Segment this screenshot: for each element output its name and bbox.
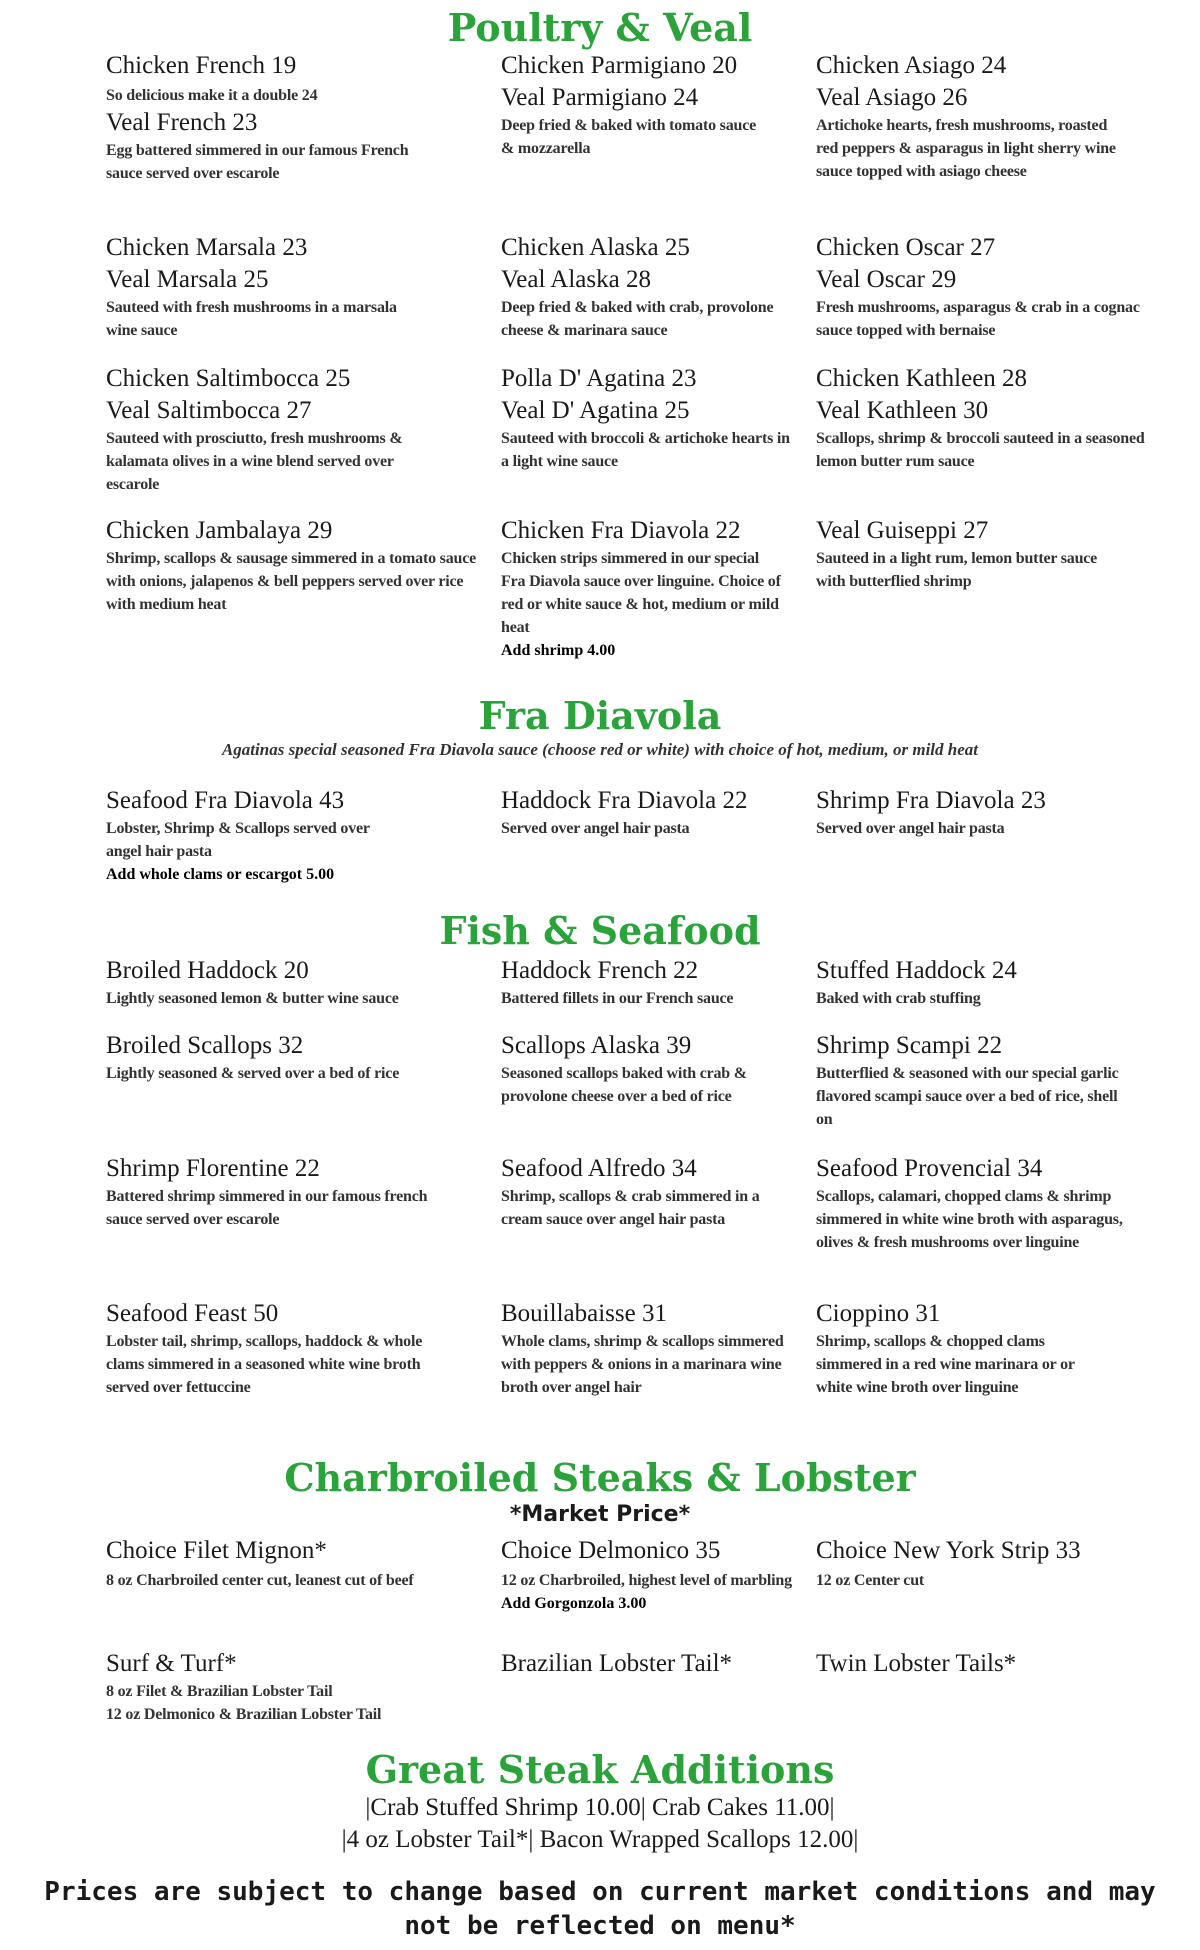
item-desc: Deep fried & baked with crab, provolone cheese & marinara sauce bbox=[501, 299, 774, 339]
menu-item bbox=[501, 1298, 801, 1399]
item-name: Chicken Alaska 25 bbox=[501, 234, 690, 261]
menu-item bbox=[106, 955, 476, 1010]
item-name: Chicken Asiago 24 bbox=[816, 52, 1007, 79]
item-name: Chicken Parmigiano 20 bbox=[501, 52, 738, 79]
item-name: Veal Parmigiano 24 bbox=[501, 84, 699, 111]
menu-item bbox=[501, 1030, 801, 1108]
menu-item bbox=[106, 363, 476, 496]
market-price-note: *Market Price* bbox=[509, 1502, 691, 1527]
item-name: Veal Marsala 25 bbox=[106, 266, 269, 293]
item-desc-wrap bbox=[501, 1569, 801, 1615]
item-desc: 12 oz Delmonico & Brazilian Lobster Tail bbox=[106, 1706, 382, 1723]
item-desc: Butterflied & seasoned with our special garlic flavored scampi sauce over a bed of rice, shell on bbox=[816, 1065, 1119, 1128]
menu-item bbox=[816, 1153, 1146, 1254]
menu-item bbox=[501, 232, 801, 342]
menu-item bbox=[816, 232, 1146, 342]
item-name: Veal D' Agatina 25 bbox=[501, 397, 690, 424]
item-desc: Whole clams, shrimp & scallops simmered with peppers & onions in a marinara wine broth over angel hair bbox=[501, 1333, 784, 1396]
item-desc: Baked with crab stuffing bbox=[816, 990, 981, 1007]
menu-item bbox=[816, 1298, 1146, 1399]
additions-line: |Crab Stuffed Shrimp 10.00| Crab Cakes 11.00| bbox=[365, 1794, 835, 1821]
item-name: Veal Saltimbocca 27 bbox=[106, 397, 312, 424]
item-name: Veal Asiago 26 bbox=[816, 84, 968, 111]
item-name: Haddock French 22 bbox=[501, 957, 699, 984]
additions-line: |4 oz Lobster Tail*| Bacon Wrapped Scallops 12.00| bbox=[341, 1826, 859, 1853]
section-title-steaks-lobster: Charbroiled Steaks & Lobster bbox=[284, 1455, 916, 1500]
menu-item bbox=[106, 785, 476, 886]
section-subtitle: Agatinas special seasoned Fra Diavola sauce (choose red or white) with choice of hot, medium, or mild heat bbox=[221, 740, 979, 759]
item-desc: Lobster, Shrimp & Scallops served over angel hair pasta bbox=[106, 820, 370, 860]
item-desc: Sauteed in a light rum, lemon butter sauce with butterflied shrimp bbox=[816, 550, 1098, 590]
item-extra: Add Gorgonzola 3.00 bbox=[501, 1595, 647, 1612]
menu-item bbox=[501, 515, 801, 662]
menu-item bbox=[106, 1535, 476, 1592]
item-desc: 12 oz Charbroiled, highest level of marbling bbox=[501, 1572, 792, 1589]
item-name: Choice Delmonico 35 bbox=[501, 1537, 721, 1564]
item-name: Seafood Alfredo 34 bbox=[501, 1155, 697, 1182]
item-desc: Lightly seasoned lemon & butter wine sauce bbox=[106, 990, 399, 1007]
item-name: Veal Alaska 28 bbox=[501, 266, 651, 293]
item-desc: Deep fried & baked with tomato sauce & mozzarella bbox=[501, 117, 756, 157]
item-desc: Served over angel hair pasta bbox=[501, 820, 690, 837]
menu-item bbox=[816, 955, 1146, 1010]
item-name: Surf & Turf* bbox=[106, 1650, 237, 1677]
item-name: Chicken Jambalaya 29 bbox=[106, 517, 333, 544]
item-name: Seafood Fra Diavola 43 bbox=[106, 787, 345, 814]
item-name: Shrimp Fra Diavola 23 bbox=[816, 787, 1046, 814]
item-desc: Artichoke hearts, fresh mushrooms, roasted red peppers & asparagus in light sherry wine sauce topped with asiago cheese bbox=[816, 117, 1116, 180]
menu-item bbox=[501, 1648, 801, 1680]
menu-item bbox=[106, 1153, 476, 1231]
item-desc: Lightly seasoned & served over a bed of rice bbox=[106, 1065, 400, 1082]
item-name: Brazilian Lobster Tail* bbox=[501, 1650, 733, 1677]
menu-item bbox=[816, 1535, 1146, 1592]
item-desc: Scallops, calamari, chopped clams & shrimp simmered in white wine broth with asparagus, olives & fresh mushrooms over linguine bbox=[816, 1188, 1123, 1251]
item-desc: Sauteed with fresh mushrooms in a marsala wine sauce bbox=[106, 299, 397, 339]
section-title-steak-additions: Great Steak Additions bbox=[365, 1747, 835, 1792]
section-title-fra-diavola: Fra Diavola bbox=[478, 693, 722, 738]
item-name: Cioppino 31 bbox=[816, 1300, 941, 1327]
item-name: Polla D' Agatina 23 bbox=[501, 365, 697, 392]
menu-item bbox=[816, 785, 1146, 840]
item-desc: Egg battered simmered in our famous French sauce served over escarole bbox=[106, 142, 409, 182]
item-name: Choice New York Strip 33 bbox=[816, 1537, 1081, 1564]
menu-item bbox=[106, 1030, 476, 1085]
menu-item bbox=[106, 515, 476, 616]
item-desc: So delicious make it a double 24 bbox=[106, 87, 318, 104]
item-name: Broiled Haddock 20 bbox=[106, 957, 309, 984]
menu-item bbox=[501, 1153, 801, 1231]
item-desc: Sauteed with broccoli & artichoke hearts in a light wine sauce bbox=[501, 430, 790, 470]
item-desc: 12 oz Center cut bbox=[816, 1572, 925, 1589]
item-name: Chicken Oscar 27 bbox=[816, 234, 996, 261]
item-desc: Served over angel hair pasta bbox=[816, 820, 1005, 837]
menu-item bbox=[106, 1298, 476, 1399]
item-name: Seafood Feast 50 bbox=[106, 1300, 279, 1327]
item-desc: Sauteed with prosciutto, fresh mushrooms & kalamata olives in a wine blend served over escarole bbox=[106, 430, 403, 493]
item-name: Chicken Kathleen 28 bbox=[816, 365, 1028, 392]
menu-item bbox=[816, 1030, 1146, 1131]
item-name: Seafood Provencial 34 bbox=[816, 1155, 1043, 1182]
item-desc: Lobster tail, shrimp, scallops, haddock & whole clams simmered in a seasoned white wine broth served over fettuccine bbox=[106, 1333, 423, 1396]
menu-item bbox=[501, 50, 801, 160]
menu-item bbox=[816, 1648, 1146, 1680]
item-desc: Shrimp, scallops & sausage simmered in a tomato sauce with onions, jalapenos & bell peppers served over rice with medium heat bbox=[106, 550, 476, 613]
item-name: Bouillabaisse 31 bbox=[501, 1300, 667, 1327]
item-name: Shrimp Scampi 22 bbox=[816, 1032, 1003, 1059]
price-disclaimer: Prices are subject to change based on current market conditions and may not be reflected on menu* bbox=[44, 1877, 1156, 1941]
item-name: Veal Kathleen 30 bbox=[816, 397, 989, 424]
menu-item bbox=[501, 785, 801, 840]
item-name: Scallops Alaska 39 bbox=[501, 1032, 692, 1059]
menu-item bbox=[816, 50, 1146, 183]
menu-item bbox=[816, 515, 1146, 593]
item-name: Chicken Marsala 23 bbox=[106, 234, 308, 261]
item-name: Stuffed Haddock 24 bbox=[816, 957, 1017, 984]
menu-item bbox=[816, 363, 1146, 473]
section-title-poultry-veal: Poultry & Veal bbox=[447, 5, 753, 50]
item-name: Haddock Fra Diavola 22 bbox=[501, 787, 748, 814]
item-name: Chicken French 19 bbox=[106, 52, 297, 79]
item-name: Choice Filet Mignon* bbox=[106, 1537, 327, 1564]
item-name: Broiled Scallops 32 bbox=[106, 1032, 304, 1059]
menu-item bbox=[106, 232, 476, 342]
item-name: Shrimp Florentine 22 bbox=[106, 1155, 320, 1182]
item-name: Twin Lobster Tails* bbox=[816, 1650, 1017, 1677]
item-name: Chicken Fra Diavola 22 bbox=[501, 517, 741, 544]
menu-item bbox=[501, 363, 801, 473]
menu-item bbox=[501, 955, 801, 1010]
item-name: Veal Oscar 29 bbox=[816, 266, 957, 293]
item-name: Veal French 23 bbox=[106, 109, 258, 136]
item-name: Chicken Saltimbocca 25 bbox=[106, 365, 351, 392]
item-name: Veal Guiseppi 27 bbox=[816, 517, 989, 544]
section-title-fish-seafood: Fish & Seafood bbox=[439, 908, 761, 953]
item-desc: Shrimp, scallops & chopped clams simmered in a red wine marinara or or white wine broth over linguine bbox=[816, 1333, 1075, 1396]
item-desc: Chicken strips simmered in our special Fra Diavola sauce over linguine. Choice of red or white sauce & hot, medium or mild heat bbox=[501, 550, 781, 636]
item-extra: Add shrimp 4.00 bbox=[501, 642, 616, 659]
item-desc: 8 oz Filet & Brazilian Lobster Tail bbox=[106, 1683, 333, 1700]
item-desc: Scallops, shrimp & broccoli sauteed in a seasoned lemon butter rum sauce bbox=[816, 430, 1145, 470]
menu-item bbox=[106, 1648, 476, 1726]
item-desc: Shrimp, scallops & crab simmered in a cream sauce over angel hair pasta bbox=[501, 1188, 760, 1228]
item-desc: Battered fillets in our French sauce bbox=[501, 990, 734, 1007]
menu-item bbox=[106, 50, 476, 185]
item-desc: 8 oz Charbroiled center cut, leanest cut of beef bbox=[106, 1572, 414, 1589]
item-desc: Fresh mushrooms, asparagus & crab in a cognac sauce topped with bernaise bbox=[816, 299, 1140, 339]
item-desc: Seasoned scallops baked with crab & provolone cheese over a bed of rice bbox=[501, 1065, 747, 1105]
item-extra: Add whole clams or escargot 5.00 bbox=[106, 866, 335, 883]
menu-item bbox=[501, 1535, 801, 1615]
item-desc: Battered shrimp simmered in our famous french sauce served over escarole bbox=[106, 1188, 428, 1228]
